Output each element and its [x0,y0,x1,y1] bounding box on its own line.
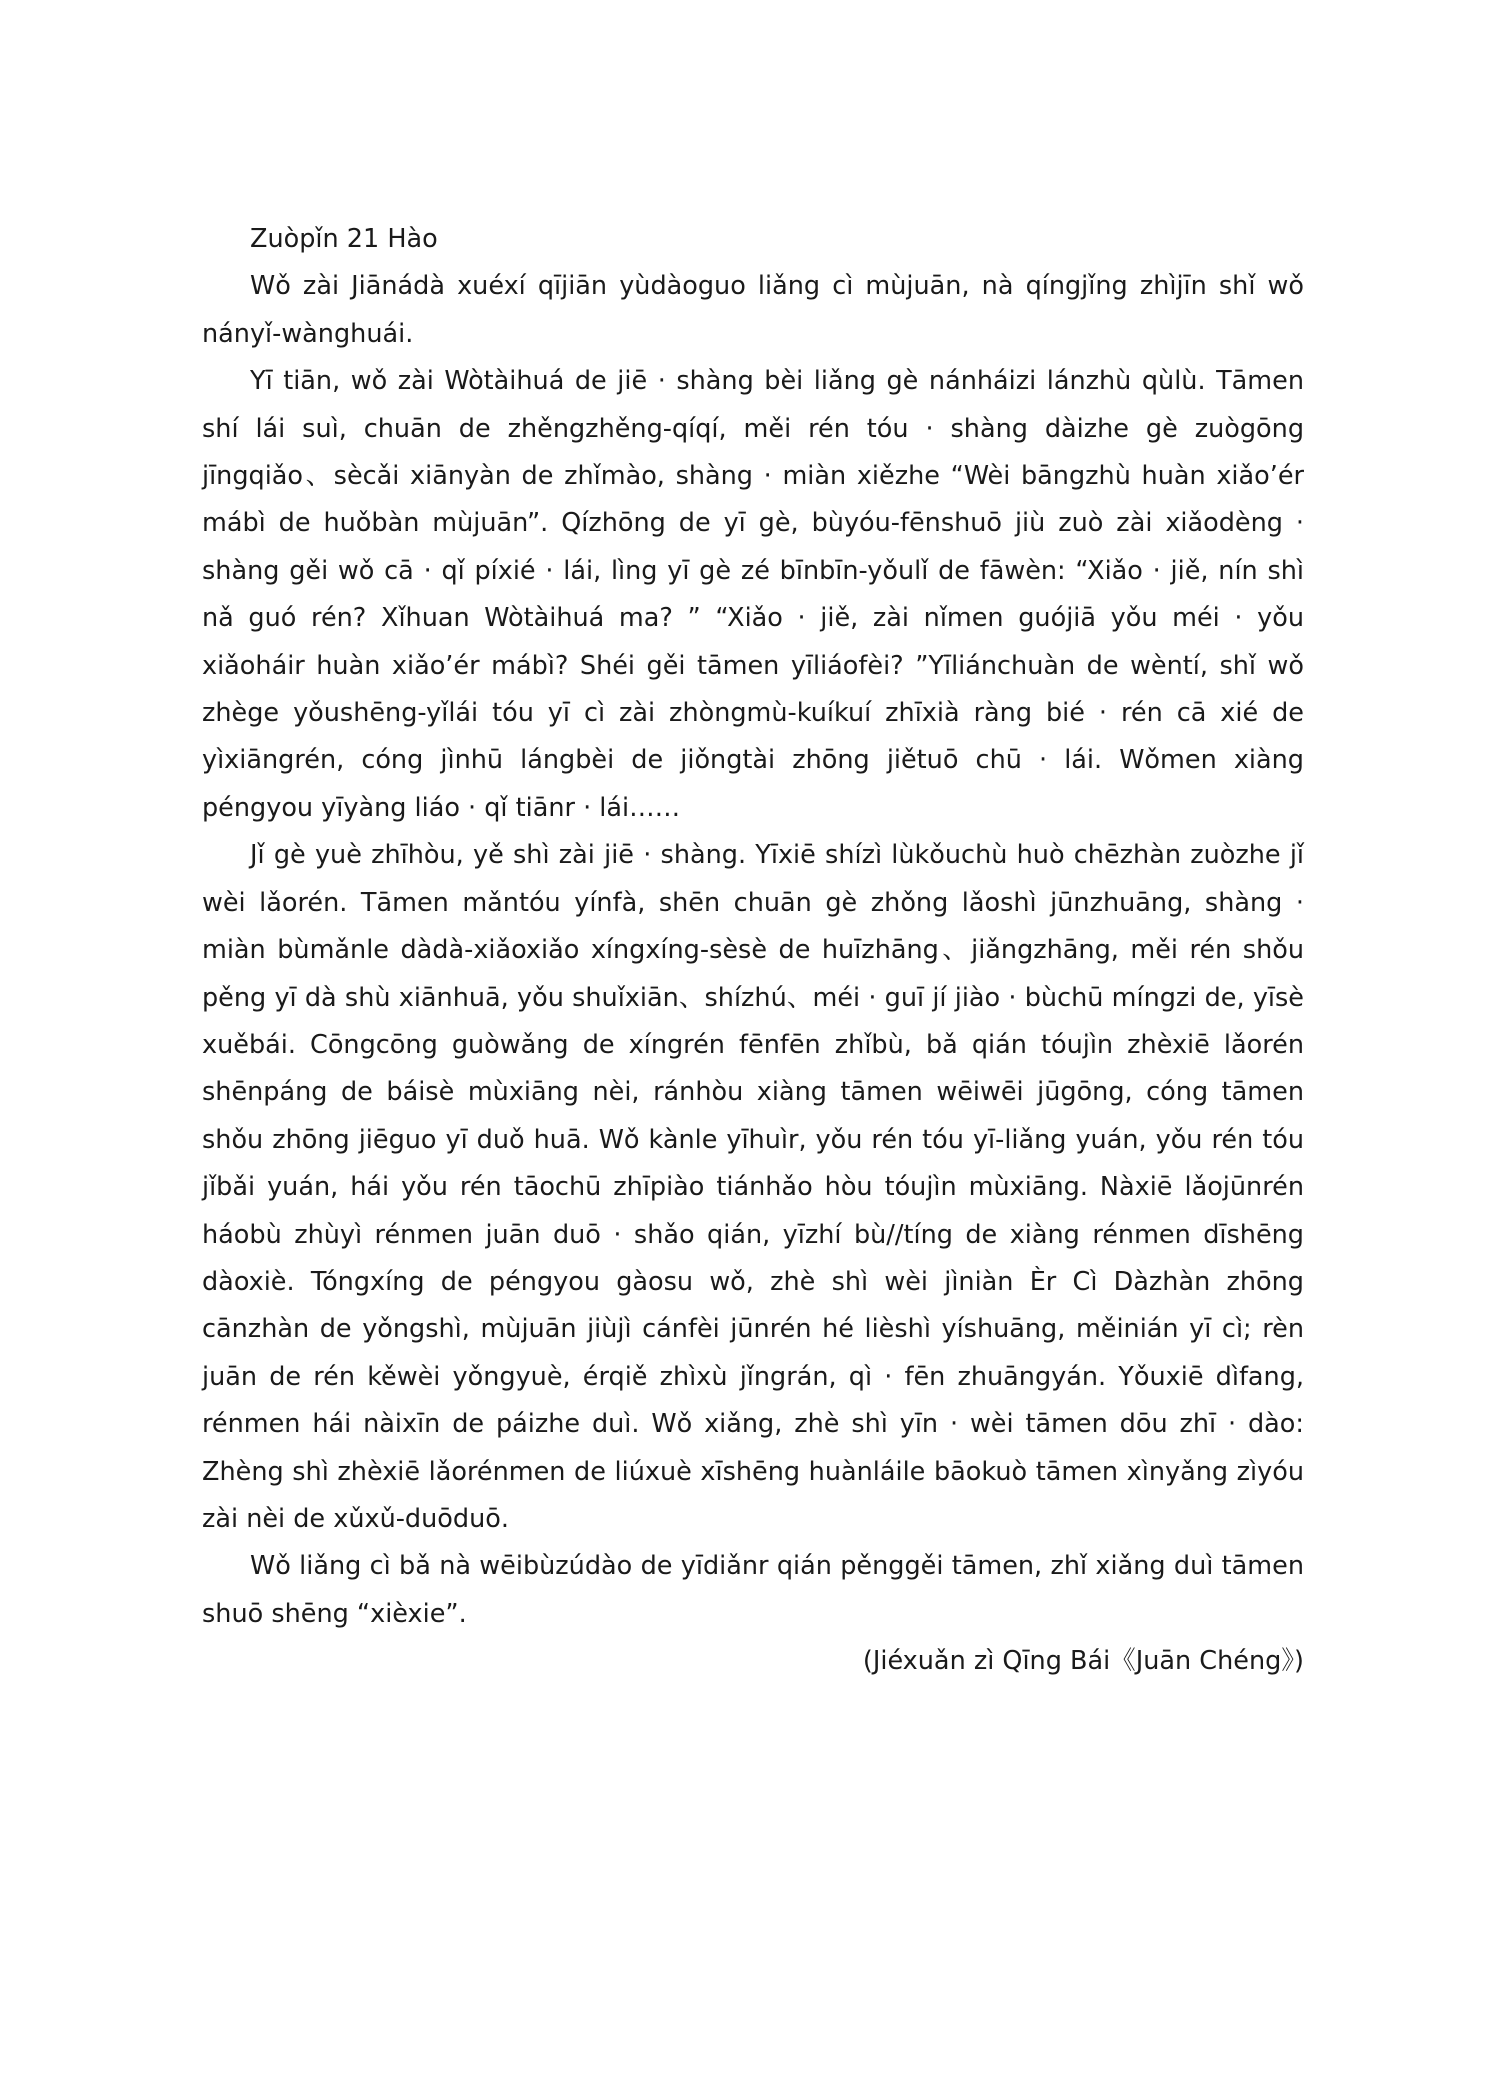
paragraph-2: Yī tiān, wǒ zài Wòtàihuá de jiē · shàng bèi liǎng gè nánháizi lánzhù qùlù. Tāmen shí lái suì, chuān de zhěngzhěng-qíqí, měi rén tóu · shàng dàizhe gè zuògōng jīngqiǎo、sècǎi xiānyàn de zhǐmào, shàng · miàn xiězhe “Wèi bāngzhù huàn xiǎo’ér mábì de huǒbàn mùjuān”. Qízhōng de yī gè, bùyóu-fēnshuō jiù zuò zài xiǎodèng · shàng gěi wǒ cā · qǐ píxié · lái, lìng yī gè zé bīnbīn-yǒulǐ de fāwèn: “Xiǎo · jiě, nín shì nǎ guó rén? Xǐhuan Wòtàihuá ma? ” “Xiǎo · jiě, zài nǐmen guójiā yǒu méi · yǒu xiǎoháir huàn xiǎo’ér mábì? Shéi gěi tāmen yīliáofèi? ”Yīliánchuàn de wèntí, shǐ wǒ zhège yǒushēng-yǐlái tóu yī cì zài zhòngmù-kuíkuí zhīxià ràng bié · rén cā xié de yìxiāngrén, cóng jìnhū lángbèi de jiǒngtài zhōng jiětuō chū · lái. Wǒmen xiàng péngyou yīyàng liáo · qǐ tiānr · lái…… [202,366,1305,823]
paragraph-1: Wǒ zài Jiānádà xuéxí qījiān yùdàoguo liǎng cì mùjuān, nà qíngjǐng zhìjīn shǐ wǒ nányǐ-wànghuái. [202,271,1304,349]
source-citation: (Jiéxuǎn zì Qīng Bái《Juān Chéng》) [862,1646,1304,1677]
paragraph-3: Jǐ gè yuè zhīhòu, yě shì zài jiē · shàng. Yīxiē shízì lùkǒuchù huò chēzhàn zuòzhe jǐ wèi lǎorén. Tāmen mǎntóu yínfà, shēn chuān gè zhǒng lǎoshì jūnzhuāng, shàng · miàn bùmǎnle dàdà-xiǎoxiǎo xíngxíng-sèsè de huīzhāng、jiǎngzhāng, měi rén shǒu pěng yī dà shù xiānhuā, yǒu shuǐxiān、shízhú、méi · guī jí jiào · bùchū míngzi de, yīsè xuěbái. Cōngcōng guòwǎng de xíngrén fēnfēn zhǐbù, bǎ qián tóujìn zhèxiē lǎorén shēnpáng de báisè mùxiāng nèi, ránhòu xiàng tāmen wēiwēi jūgōng, cóng tāmen shǒu zhōng jiēguo yī duǒ huā. Wǒ kànle yīhuìr, yǒu rén tóu yī-liǎng yuán, yǒu rén tóu jǐbǎi yuán, hái yǒu rén tāochū zhīpiào tiánhǎo hòu tóujìn mùxiāng. Nàxiē lǎojūnrén háobù zhùyì rénmen juān duō · shǎo qián, yīzhí bù//tíng de xiàng rénmen dīshēng dàoxiè. Tóngxíng de péngyou gàosu wǒ, zhè shì wèi jìniàn Èr Cì Dàzhàn zhōng cānzhàn de yǒngshì, mùjuān jiùjì cánfèi jūnrén hé lièshì yíshuāng, měinián yī cì; rèn juān de rén kěwèi yǒngyuè, érqiě zhìxù jǐngrán, qì · fēn zhuāngyán. Yǒuxiē dìfang, rénmen hái nàixīn de páizhe duì. Wǒ xiǎng, zhè shì yīn · wèi tāmen dōu zhī · dào: Zhèng shì zhèxiē lǎorénmen de liúxuè xīshēng huànláile bāokuò tāmen xìnyǎng zìyóu zài nèi de xǔxǔ-duōduō. [202,840,1304,1534]
text-block [202,216,1304,1686]
passage-title: Zuòpǐn 21 Hào [250,224,438,254]
paragraph-4: Wǒ liǎng cì bǎ nà wēibùzúdào de yīdiǎnr qián pěnggěi tāmen, zhǐ xiǎng duì tāmen shuō shēng “xièxie”. [202,1551,1304,1629]
